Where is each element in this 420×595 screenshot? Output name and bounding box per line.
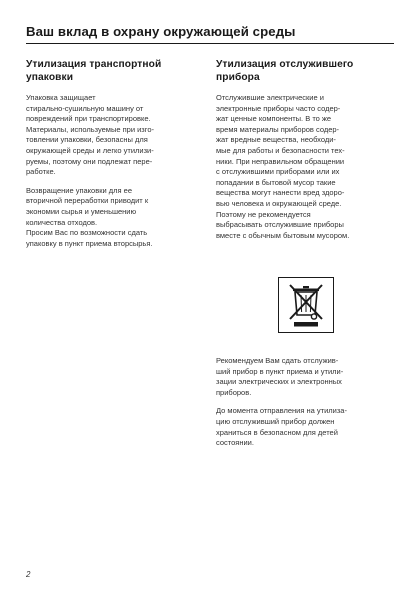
- paragraph: [26, 228, 204, 249]
- heading-line: прибора: [216, 72, 260, 83]
- text-line: жат вредные вещества, необходи-: [216, 135, 336, 145]
- text-line: выбрасывать отслужившие приборы: [216, 220, 344, 230]
- heading-line: упаковки: [26, 72, 74, 83]
- page-title: Ваш вклад в охрану окружающей среды: [26, 24, 296, 39]
- text-line: приборов.: [216, 387, 252, 397]
- text-line: мые для работы и безопасности тех-: [216, 145, 345, 155]
- text-line: Просим Вас по возможности сдать: [26, 228, 148, 238]
- section-heading-appliance: [216, 58, 396, 84]
- text-line: вторичной переработки приводит к: [26, 196, 149, 206]
- text-line: стирально-сушильную машину от: [26, 103, 144, 113]
- text-line: До момента отправления на утилиза-: [216, 406, 347, 416]
- text-line: вещества могут нанести вред здоро-: [216, 188, 345, 198]
- section-heading-packaging: [26, 58, 204, 84]
- text-line: ники. При неправильном обращении: [216, 156, 345, 166]
- right-column: [216, 58, 396, 249]
- text-line: Отслужившие электрические и: [216, 93, 324, 102]
- text-line: вью человека и окружающей среде.: [216, 198, 342, 208]
- text-line: экономии сырья и уменьшению: [26, 206, 137, 216]
- paragraph: [216, 93, 396, 241]
- text-line: товлении упаковки, безопасны для: [26, 135, 148, 145]
- text-line: зации электрических и электронных: [216, 377, 342, 387]
- left-column: [26, 58, 204, 257]
- text-line: цию отслуживший прибор должен: [216, 416, 335, 426]
- text-line: храниться в безопасном для детей: [216, 427, 338, 437]
- paragraph: [26, 186, 204, 228]
- title-divider: [26, 43, 394, 44]
- text-line: работке.: [26, 167, 56, 177]
- heading-line: Утилизация отслужившего: [216, 59, 354, 70]
- text-line: Упаковка защищает: [26, 93, 96, 102]
- text-line: Возвращение упаковки для ее: [26, 185, 132, 195]
- text-line: упаковку в пункт приема вторсырья.: [26, 238, 153, 248]
- paragraph: [26, 93, 204, 178]
- appliance-text: [216, 93, 396, 241]
- appliance-text-after-symbol: [216, 356, 396, 457]
- text-line: руемы, поэтому они подлежат пере-: [26, 156, 153, 166]
- crossed-out-wheelie-bin-icon: [278, 277, 334, 333]
- text-line: попадании в бытовой мусор такие: [216, 177, 336, 187]
- text-line: электронные приборы часто содер-: [216, 103, 341, 113]
- text-line: Рекомендуем Вам сдать отслужив-: [216, 356, 339, 365]
- text-line: повреждений при транспортировке.: [26, 114, 151, 124]
- text-line: Материалы, используемые при изго-: [26, 124, 154, 134]
- text-line: время материалы приборов содер-: [216, 124, 340, 134]
- page-number: 2: [26, 570, 31, 579]
- text-line: окружающей среды и легко утилизи-: [26, 145, 154, 155]
- text-line: ший прибор в пункт приема и утили-: [216, 366, 344, 376]
- text-line: состоянии.: [216, 438, 254, 448]
- paragraph: [216, 356, 396, 398]
- packaging-text: [26, 93, 204, 249]
- text-line: жат ценные компоненты. В то же: [216, 114, 332, 124]
- text-line: вместе с обычным бытовым мусором.: [216, 230, 350, 240]
- text-line: количества отходов.: [26, 217, 98, 227]
- heading-line: Утилизация транспортной: [26, 59, 162, 70]
- text-line: с отслужившими приборами или их: [216, 167, 340, 177]
- text-line: Поэтому не рекомендуется: [216, 209, 311, 219]
- paragraph: [216, 406, 396, 448]
